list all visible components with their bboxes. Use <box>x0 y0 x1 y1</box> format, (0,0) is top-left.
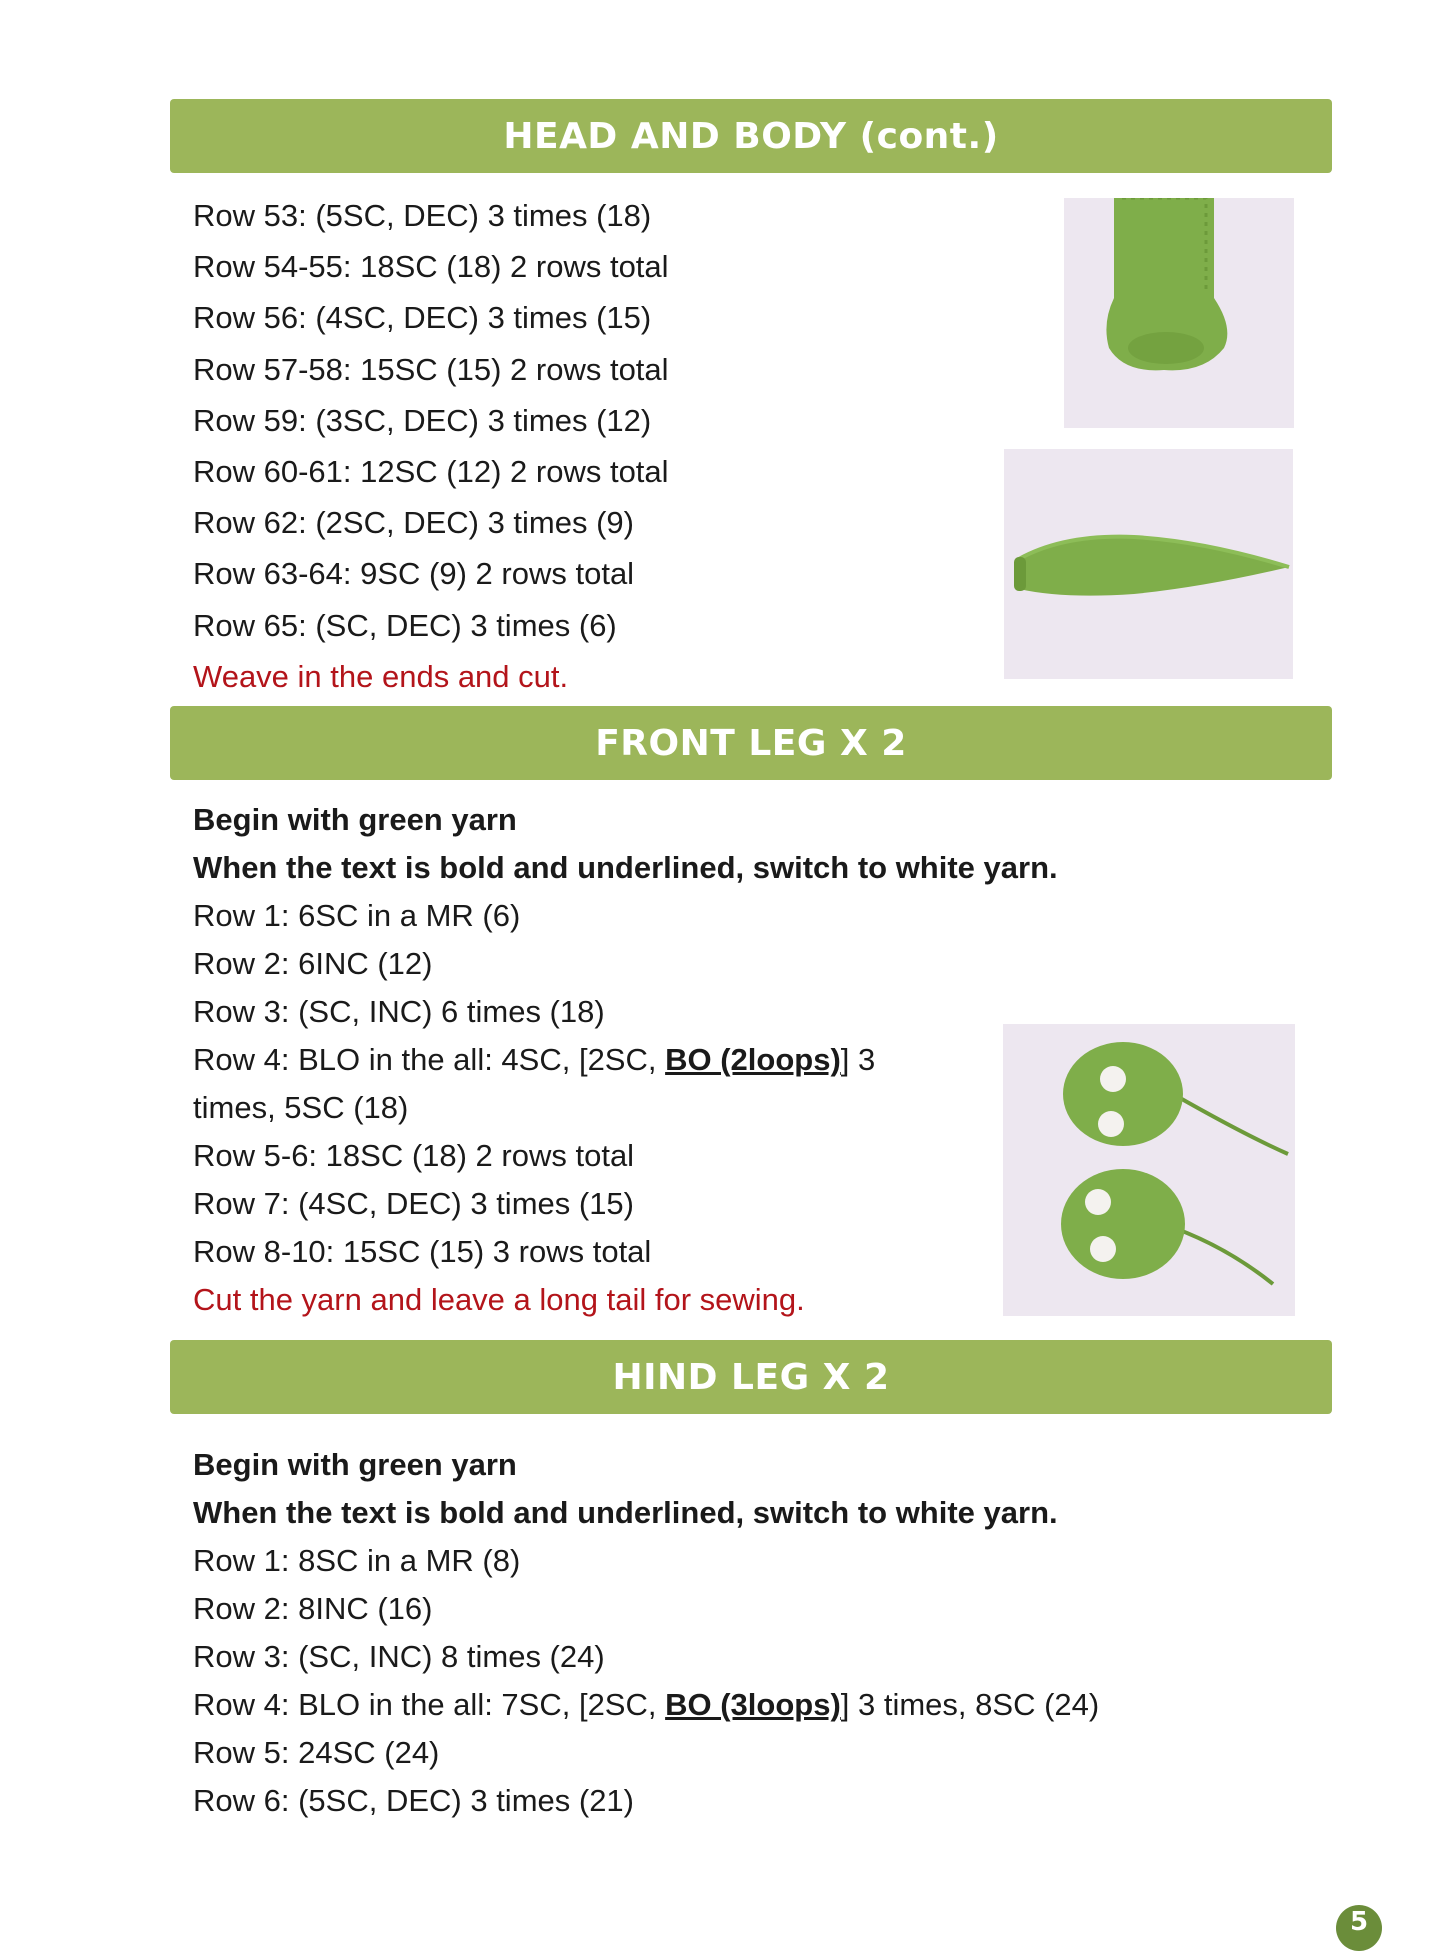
page-number: 5 <box>1336 1905 1382 1951</box>
pattern-row: Row 5: 24SC (24) <box>193 1735 440 1770</box>
pattern-row-4 <box>193 1036 1058 1084</box>
finish-note: Cut the yarn and leave a long tail for sewing. <box>193 1282 805 1317</box>
pattern-row: Row 63-64: 9SC (9) 2 rows total <box>193 556 635 592</box>
pattern-row: Row 56: (4SC, DEC) 3 times (15) <box>193 300 652 336</box>
pattern-row: Row 3: (SC, INC) 6 times (18) <box>193 994 605 1029</box>
pattern-row: Row 53: (5SC, DEC) 3 times (18) <box>193 198 652 233</box>
section-title: HEAD AND BODY (cont.) <box>503 115 999 157</box>
intro-line: When the text is bold and underlined, switch to white yarn. <box>193 1495 1058 1530</box>
pattern-row: Row 62: (2SC, DEC) 3 times (9) <box>193 505 634 541</box>
pattern-row: Row 57-58: 15SC (15) 2 rows total <box>193 351 669 387</box>
intro-line: Begin with green yarn <box>193 802 517 837</box>
intro-line: Begin with green yarn <box>193 1447 517 1482</box>
photo-front-legs <box>1003 1024 1295 1316</box>
intro-line: When the text is bold and underlined, switch to white yarn. <box>193 850 1058 885</box>
section-banner-hind-leg <box>170 1340 1332 1414</box>
pattern-row: Row 7: (4SC, DEC) 3 times (15) <box>193 1186 634 1221</box>
section-title: FRONT LEG X 2 <box>595 722 907 764</box>
pattern-row: Row 65: (SC, DEC) 3 times (6) <box>193 607 617 643</box>
white-yarn-text: BO (3loops) <box>665 1687 841 1722</box>
pattern-row: Row 2: 8INC (16) <box>193 1591 433 1626</box>
hind-leg-rows <box>193 1441 1099 1825</box>
pattern-row: Row 60-61: 12SC (12) 2 rows total <box>193 454 669 490</box>
pattern-row: Row 59: (3SC, DEC) 3 times (12) <box>193 402 652 438</box>
white-yarn-text: BO (2loops) <box>665 1042 841 1077</box>
row-4-text: ] 3 times, 8SC (24) <box>840 1687 1100 1722</box>
pattern-row: Row 5-6: 18SC (18) 2 rows total <box>193 1138 635 1173</box>
photo-body-end <box>1064 198 1294 428</box>
finish-note: Weave in the ends and cut. <box>193 658 569 694</box>
head-body-rows <box>193 190 669 702</box>
pattern-row: Row 3: (SC, INC) 8 times (24) <box>193 1639 605 1674</box>
front-leg-rows <box>193 796 1058 1324</box>
pattern-row: Row 1: 8SC in a MR (8) <box>193 1543 521 1578</box>
row-4-text: Row 4: BLO in the all: 7SC, [2SC, <box>193 1687 666 1722</box>
row-4-text: Row 4: BLO in the all: 4SC, [2SC, <box>193 1042 666 1077</box>
pattern-row: Row 1: 6SC in a MR (6) <box>193 898 521 933</box>
section-banner-head-body <box>170 99 1332 173</box>
pattern-row: Row 8-10: 15SC (15) 3 rows total <box>193 1234 652 1269</box>
section-banner-front-leg <box>170 706 1332 780</box>
pattern-row: Row 6: (5SC, DEC) 3 times (21) <box>193 1783 634 1818</box>
row-4-text: ] 3 <box>840 1042 876 1077</box>
photo-tail <box>1004 449 1293 679</box>
pattern-row-4-cont: times, 5SC (18) <box>193 1090 409 1125</box>
pattern-row: Row 54-55: 18SC (18) 2 rows total <box>193 249 669 285</box>
section-title: HIND LEG X 2 <box>612 1356 890 1398</box>
pattern-row-4 <box>193 1681 1099 1729</box>
pattern-row: Row 2: 6INC (12) <box>193 946 433 981</box>
